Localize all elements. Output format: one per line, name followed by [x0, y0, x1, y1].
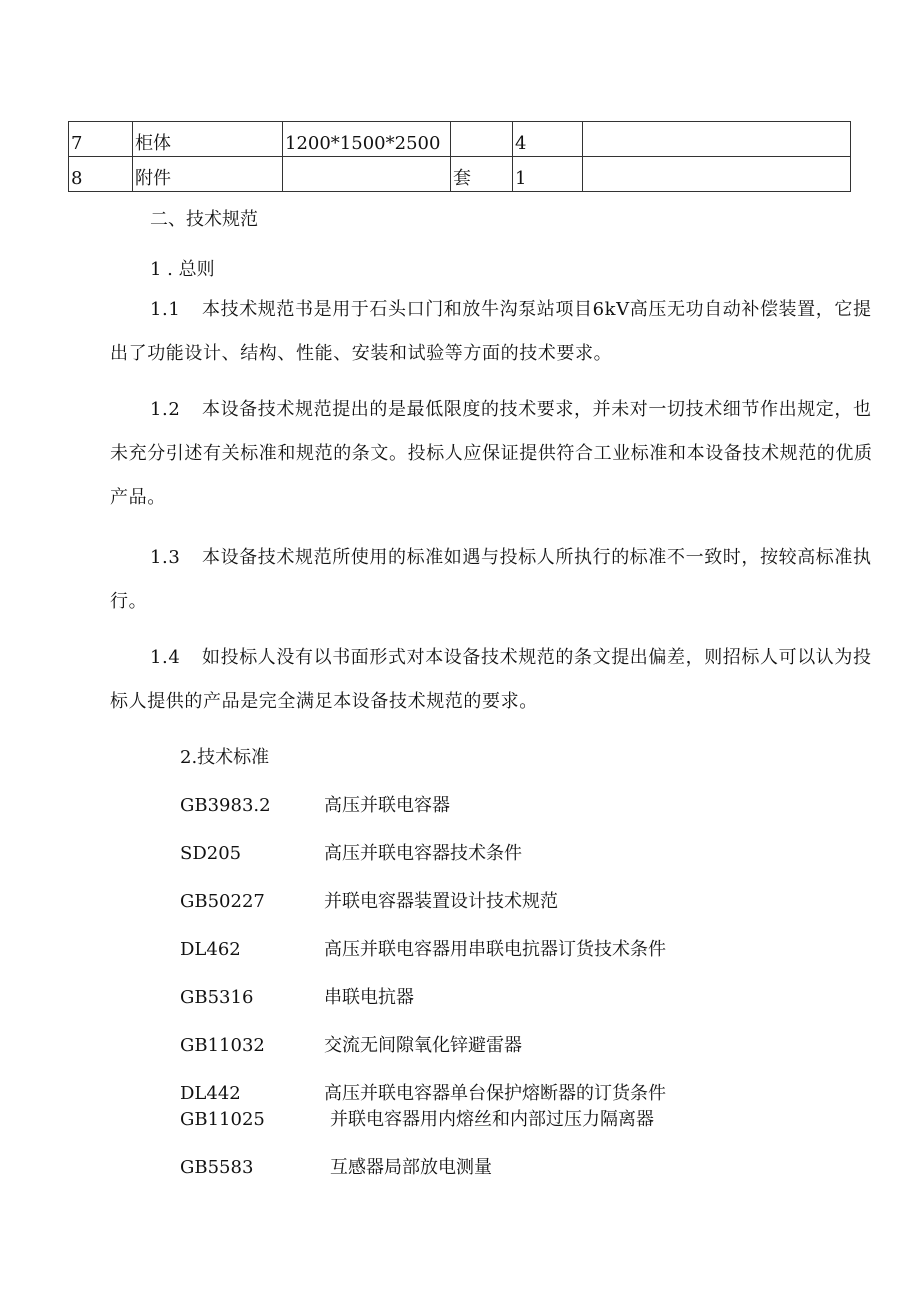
standard-title: 串联电抗器 — [324, 987, 414, 1008]
paragraph-1-2 — [110, 388, 880, 520]
standard-title: 高压并联电容器用串联电抗器订货技术条件 — [324, 939, 666, 960]
standard-item — [180, 1155, 492, 1181]
standard-code: GB50227 — [180, 891, 265, 912]
cell-unit — [451, 122, 513, 157]
paragraph-1-4 — [110, 636, 880, 724]
table-row — [69, 157, 851, 192]
section-heading: 二、技术规范 — [150, 209, 258, 230]
standard-item — [180, 985, 414, 1011]
standard-code: DL442 — [180, 1083, 241, 1104]
cell-spec — [283, 157, 451, 192]
standard-code: GB11032 — [180, 1035, 265, 1056]
standard-code: DL462 — [180, 939, 241, 960]
standard-item — [180, 793, 450, 819]
standard-title: 高压并联电容器单台保护熔断器的订货条件 — [324, 1083, 666, 1104]
cell-name: 柜体 — [133, 122, 283, 157]
standard-title: 高压并联电容器技术条件 — [324, 843, 522, 864]
standard-code: GB3983.2 — [180, 795, 271, 816]
standard-item — [180, 1107, 654, 1133]
cell-spec: 1200*1500*2500 — [283, 122, 451, 157]
paragraph-text: 本设备技术规范所使用的标准如遇与投标人所执行的标准不一致时，按较高标准执行。 — [110, 547, 872, 612]
standard-code: GB5583 — [180, 1157, 254, 1178]
standard-title: 互感器局部放电测量 — [330, 1157, 492, 1178]
standard-title: 交流无间隙氧化锌避雷器 — [324, 1035, 522, 1056]
standard-code: SD205 — [180, 843, 242, 864]
standard-title: 高压并联电容器 — [324, 795, 450, 816]
paragraph-number: 1.3 — [150, 547, 181, 568]
paragraph-text: 如投标人没有以书面形式对本设备技术规范的条文提出偏差，则招标人可以认为投标人提供的产品是完全满足本设备技术规范的要求。 — [110, 647, 872, 712]
standard-code: GB5316 — [180, 987, 254, 1008]
cell-note — [583, 157, 851, 192]
cell-no: 8 — [69, 157, 133, 192]
cell-no: 7 — [69, 122, 133, 157]
paragraph-text: 本技术规范书是用于石头口门和放牛沟泵站项目6kV高压无功自动补偿装置，它提出了功能设计、结构、性能、安装和试验等方面的技术要求。 — [110, 299, 872, 364]
paragraph-number: 1.1 — [150, 299, 181, 320]
standards-heading: 2.技术标准 — [180, 747, 270, 768]
standard-item — [180, 841, 522, 867]
paragraph-1-1 — [110, 288, 880, 376]
cell-name: 附件 — [133, 157, 283, 192]
cell-qty: 4 — [513, 122, 583, 157]
standard-title: 并联电容器用内熔丝和内部过压力隔离器 — [330, 1109, 654, 1130]
paragraph-1-3 — [110, 536, 880, 624]
paragraph-number: 1.4 — [150, 647, 181, 668]
general-heading: 1 . 总则 — [150, 259, 215, 280]
equipment-table — [68, 121, 851, 192]
standard-item — [180, 889, 558, 915]
cell-unit: 套 — [451, 157, 513, 192]
paragraph-text: 本设备技术规范提出的是最低限度的技术要求，并未对一切技术细节作出规定，也未充分引述有关标准和规范的条文。投标人应保证提供符合工业标准和本设备技术规范的优质产品。 — [110, 399, 873, 508]
cell-note — [583, 122, 851, 157]
standard-code: GB11025 — [180, 1109, 265, 1130]
standard-item — [180, 1033, 522, 1059]
paragraph-number: 1.2 — [150, 399, 181, 420]
standard-item — [180, 1081, 666, 1107]
table-row — [69, 122, 851, 157]
standard-item — [180, 937, 666, 963]
standard-title: 并联电容器装置设计技术规范 — [324, 891, 558, 912]
cell-qty: 1 — [513, 157, 583, 192]
